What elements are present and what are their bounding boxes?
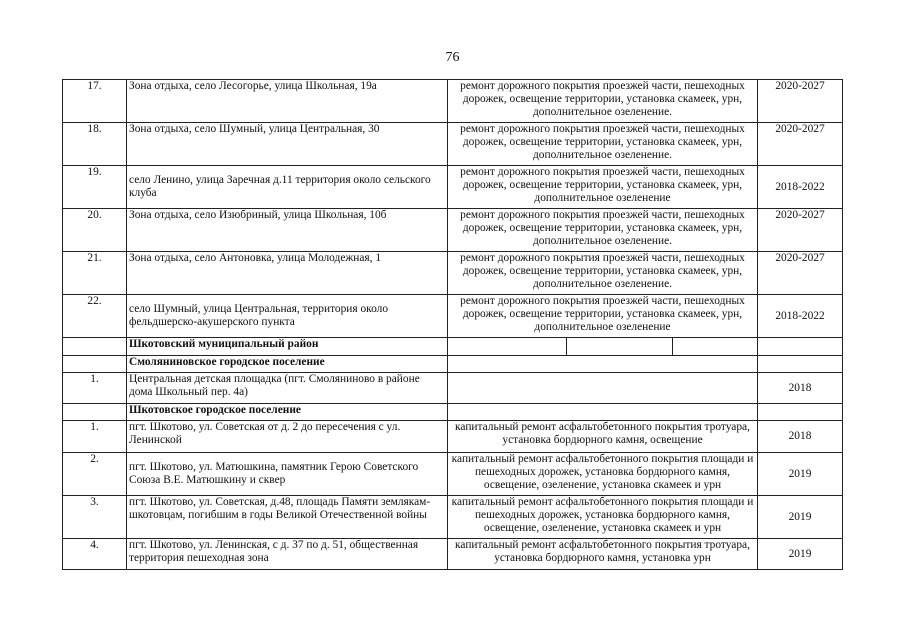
- period-cell: 2020-2027: [758, 209, 843, 252]
- row-number: 22.: [63, 295, 127, 338]
- empty-cell: [448, 356, 758, 373]
- object-cell: пгт. Шкотово, ул. Советская, д.48, площадь Памяти землякам-шкотовцам, погибшим в годы Великой Отечественной войны: [127, 496, 448, 539]
- work-cell: ремонт дорожного покрытия проезжей части, пешеходных дорожек, освещение территории, установка скамеек, урн, дополнительное озеленение.: [448, 252, 758, 295]
- period-cell: 2020-2027: [758, 123, 843, 166]
- object-cell: Зона отдыха, село Лесогорье, улица Школьная, 19а: [127, 80, 448, 123]
- section-row: [63, 338, 843, 356]
- work-cell: капитальный ремонт асфальтобетонного покрытия тротуара, установка бордюрного камня, освещение: [448, 421, 758, 453]
- section-heading: Шкотовский муниципальный район: [127, 338, 448, 356]
- object-cell: пгт. Шкотово, ул. Ленинская, с д. 37 по д. 51, общественная территория пешеходная зона: [127, 539, 448, 570]
- table-row: [63, 80, 843, 123]
- table-row: [63, 209, 843, 252]
- table-row: [63, 295, 843, 338]
- object-cell: село Ленино, улица Заречная д.11 территория около сельского клуба: [127, 166, 448, 209]
- period-cell: 2018: [758, 421, 843, 453]
- empty-cell: [63, 338, 127, 356]
- row-number: 21.: [63, 252, 127, 295]
- object-cell: село Шумный, улица Центральная, территория около фельдшерско-акушерского пункта: [127, 295, 448, 338]
- section-row: [63, 356, 843, 373]
- section-heading: Смоляниновское городское поселение: [127, 356, 448, 373]
- work-cell: ремонт дорожного покрытия проезжей части, пешеходных дорожек, освещение территории, установка скамеек, урн, дополнительное озеленение.: [448, 209, 758, 252]
- row-number: 20.: [63, 209, 127, 252]
- row-number: 19.: [63, 166, 127, 209]
- empty-cell: [448, 404, 758, 421]
- object-cell: Зона отдыха, село Изюбриный, улица Школьная, 10б: [127, 209, 448, 252]
- work-cell: ремонт дорожного покрытия проезжей части, пешеходных дорожек, освещение территории, установка скамеек, урн, дополнительное озеленение: [448, 166, 758, 209]
- table-row: [63, 496, 843, 539]
- row-number: 17.: [63, 80, 127, 123]
- work-cell: капитальный ремонт асфальтобетонного покрытия площади и пешеходных дорожек, установка бордюрного камня, освещение, озеленение, установка скамеек и урн: [448, 453, 758, 496]
- empty-cell: [448, 338, 758, 356]
- period-cell: 2018: [758, 373, 843, 404]
- work-cell: ремонт дорожного покрытия проезжей части, пешеходных дорожек, освещение территории, установка скамеек, урн, дополнительное озеленение.: [448, 80, 758, 123]
- empty-cell: [63, 404, 127, 421]
- row-number: 18.: [63, 123, 127, 166]
- work-cell: ремонт дорожного покрытия проезжей части, пешеходных дорожек, освещение территории, установка скамеек, урн, дополнительное озеленение: [448, 295, 758, 338]
- object-cell: пгт. Шкотово, ул. Матюшкина, памятник Герою Советского Союза В.Е. Матюшкину и сквер: [127, 453, 448, 496]
- work-cell: [448, 373, 758, 404]
- period-cell: 2019: [758, 496, 843, 539]
- object-cell: Центральная детская площадка (пгт. Смоляниново в районе дома Школьный пер. 4а): [127, 373, 448, 404]
- row-number: 1.: [63, 421, 127, 453]
- section-row: [63, 404, 843, 421]
- improvement-table: [62, 79, 843, 570]
- table-row: [63, 421, 843, 453]
- empty-cell: [63, 356, 127, 373]
- period-cell: 2019: [758, 453, 843, 496]
- page-number: 76: [445, 50, 460, 65]
- empty-cell: [758, 404, 843, 421]
- object-cell: Зона отдыха, село Антоновка, улица Молодежная, 1: [127, 252, 448, 295]
- object-cell: пгт. Шкотово, ул. Советская от д. 2 до пересечения с ул. Ленинской: [127, 421, 448, 453]
- row-number: 2.: [63, 453, 127, 496]
- table-row: [63, 166, 843, 209]
- row-number: 1.: [63, 373, 127, 404]
- work-cell: капитальный ремонт асфальтобетонного покрытия тротуара, установка бордюрного камня, установка урн: [448, 539, 758, 570]
- table-row: [63, 453, 843, 496]
- period-cell: 2018-2022: [758, 166, 843, 209]
- table-row: [63, 252, 843, 295]
- period-cell: 2018-2022: [758, 295, 843, 338]
- row-number: 4.: [63, 539, 127, 570]
- work-cell: капитальный ремонт асфальтобетонного покрытия площади и пешеходных дорожек, установка бордюрного камня, освещение, озеленение, установка скамеек и урн: [448, 496, 758, 539]
- empty-cell: [758, 356, 843, 373]
- empty-cell: [758, 338, 843, 356]
- table-row: [63, 539, 843, 570]
- section-heading: Шкотовское городское поселение: [127, 404, 448, 421]
- row-number: 3.: [63, 496, 127, 539]
- table-row: [63, 373, 843, 404]
- work-cell: ремонт дорожного покрытия проезжей части, пешеходных дорожек, освещение территории, установка скамеек, урн, дополнительное озеленение.: [448, 123, 758, 166]
- period-cell: 2020-2027: [758, 252, 843, 295]
- object-cell: Зона отдыха, село Шумный, улица Центральная, 30: [127, 123, 448, 166]
- period-cell: 2019: [758, 539, 843, 570]
- period-cell: 2020-2027: [758, 80, 843, 123]
- table-row: [63, 123, 843, 166]
